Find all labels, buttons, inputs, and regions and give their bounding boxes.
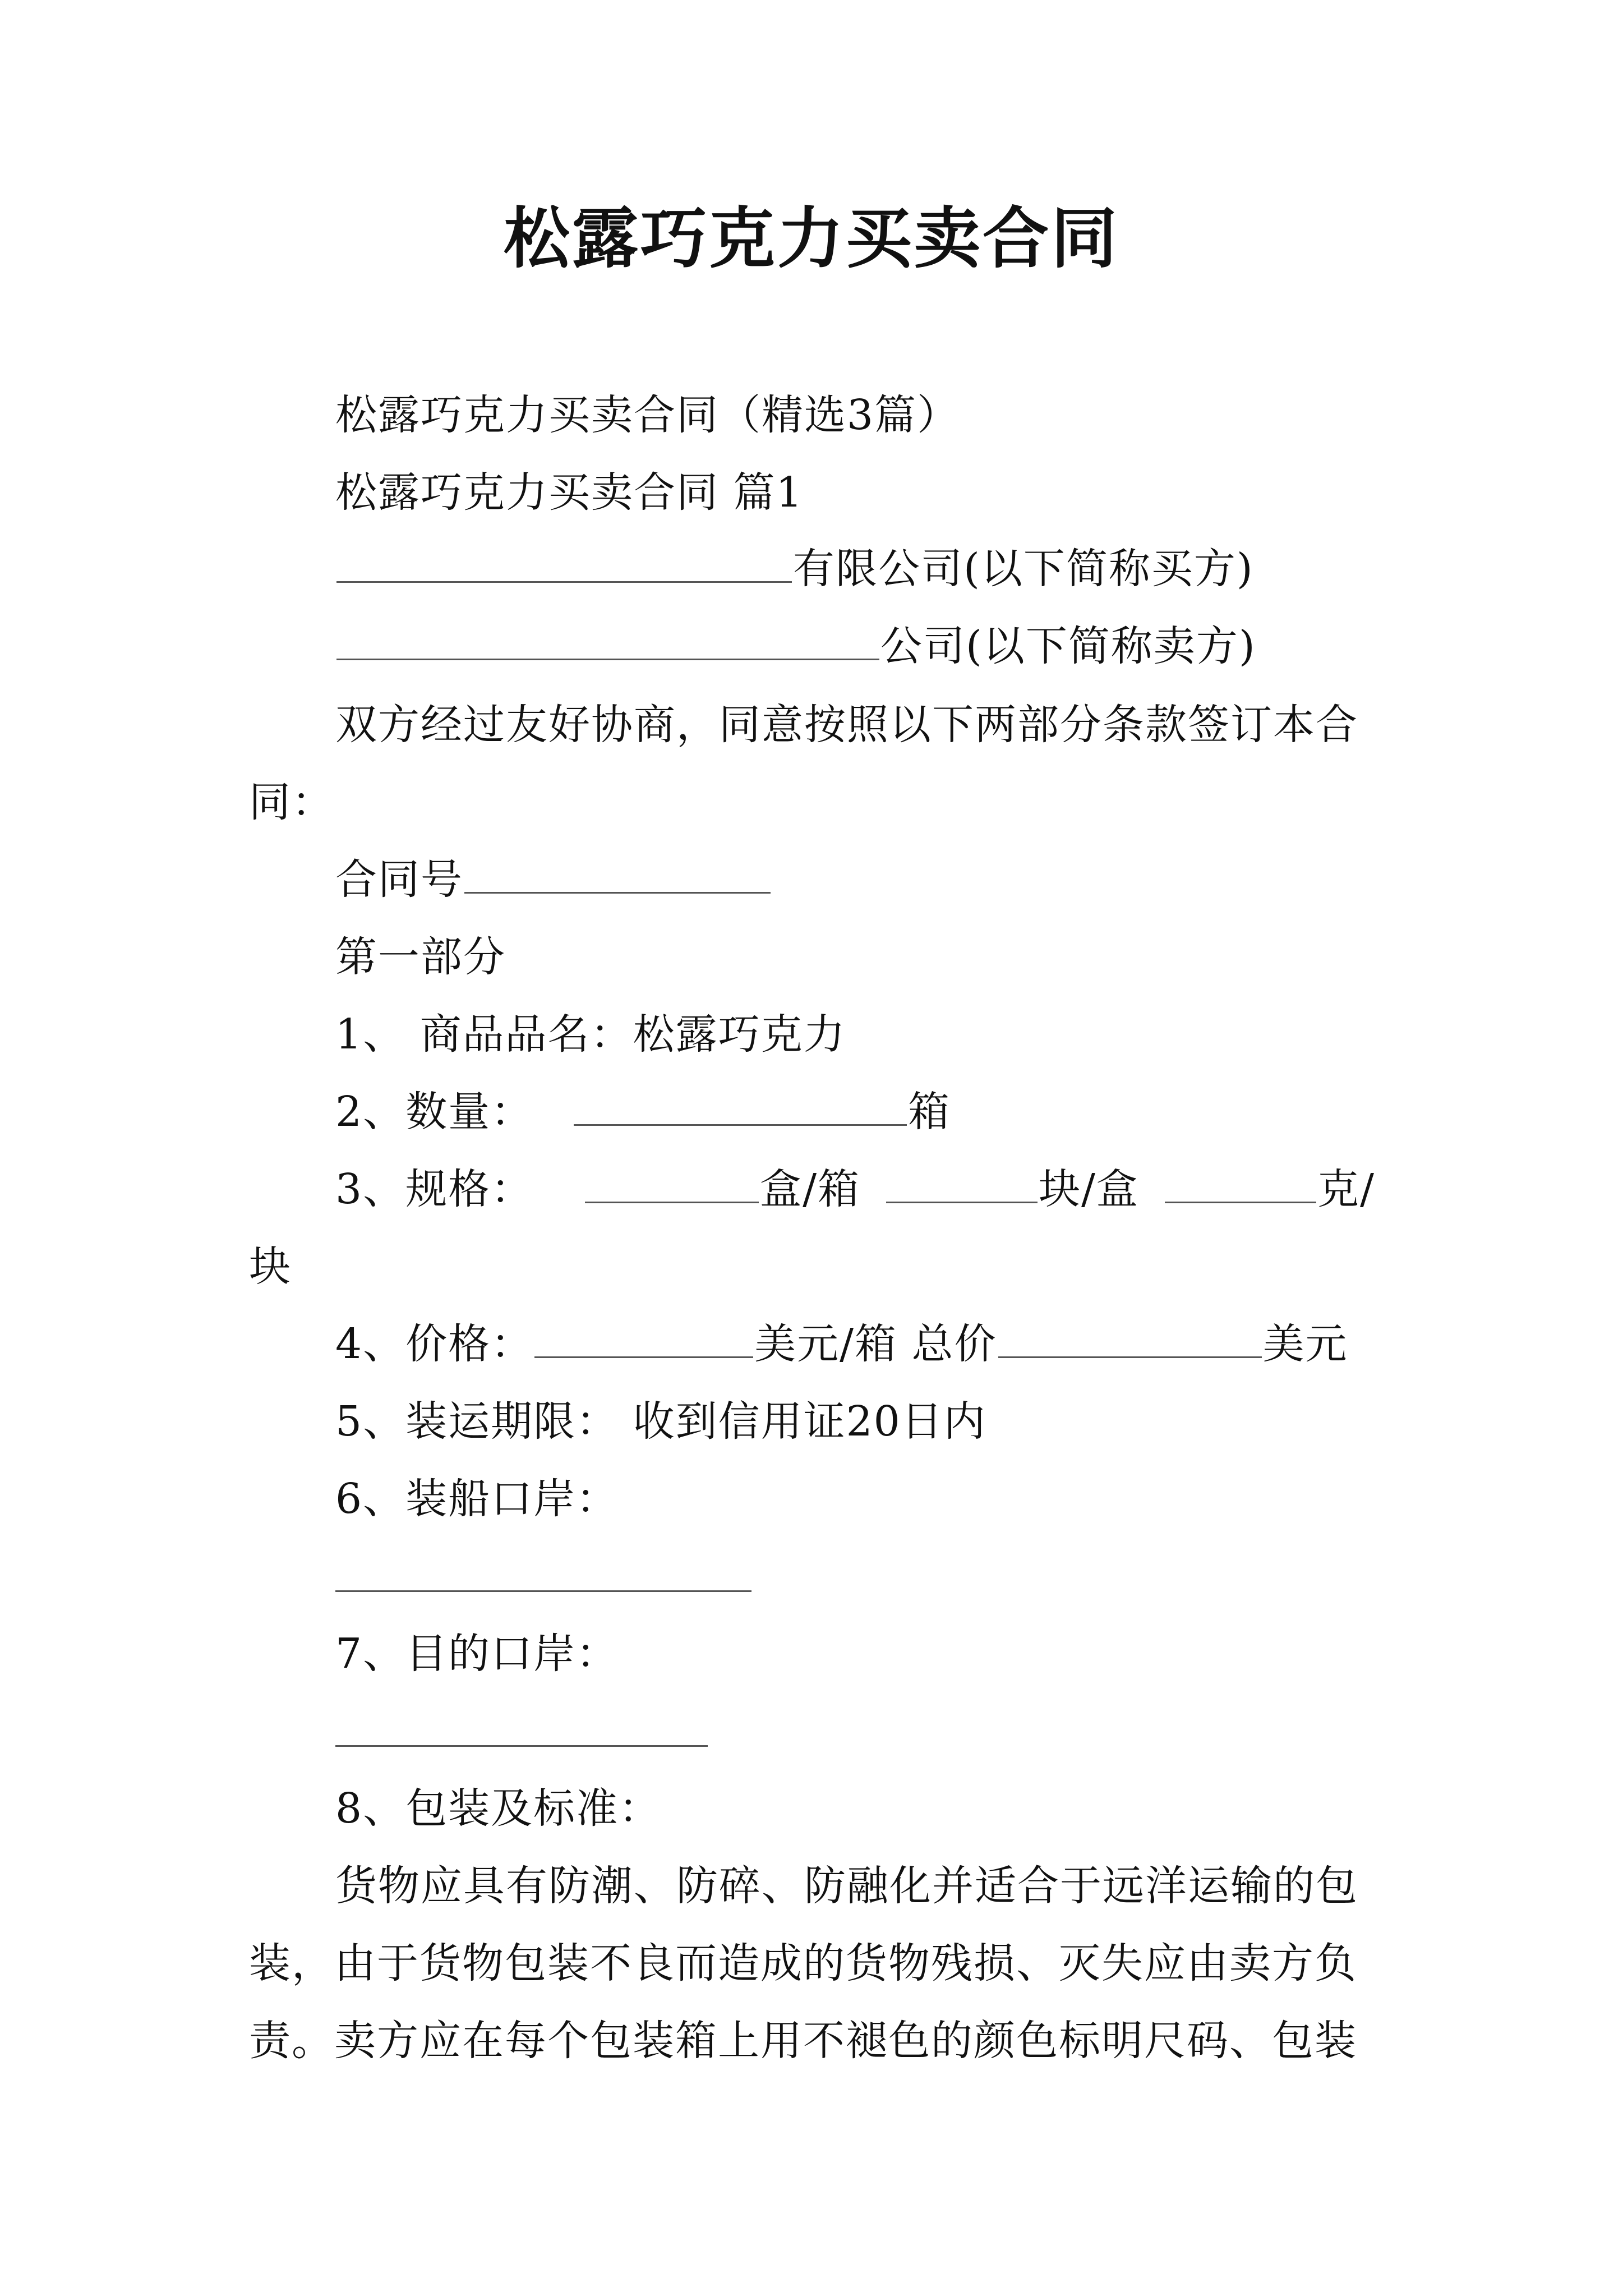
intro-line-1: 双方经过友好协商，同意按照以下两部分条款签订本合	[335, 701, 1358, 749]
item-4	[335, 1316, 1348, 1372]
seller-name-blank	[336, 623, 879, 660]
total-price-blank	[998, 1320, 1262, 1358]
item-2-unit: 箱	[908, 1088, 951, 1136]
document-title: 松露巧克力买卖合同	[503, 199, 1119, 277]
item-3-unit-b: 块/盒	[1039, 1165, 1139, 1213]
item-2	[335, 1084, 951, 1140]
subtitle: 松露巧克力买卖合同（精选3篇）	[335, 391, 960, 439]
item-3-unit-c: 克/	[1317, 1165, 1375, 1213]
contract-no-blank	[464, 856, 771, 894]
contract-no-label: 合同号	[335, 855, 463, 904]
loading-port-blank	[335, 1590, 751, 1592]
packing-para-line-3: 责。卖方应在每个包装箱上用不褪色的颜色标明尺码、包装	[249, 2017, 1357, 2065]
item-4-unit-a: 美元/箱 总价	[754, 1320, 997, 1368]
quantity-blank	[574, 1088, 907, 1126]
buyer-line	[335, 541, 1254, 597]
seller-line-text: 公司(以下简称卖方)	[880, 622, 1256, 670]
intro-line-2: 同：	[249, 778, 334, 826]
contract-no-line	[335, 852, 772, 908]
unit-price-blank	[534, 1320, 753, 1358]
destination-port-blank	[335, 1745, 708, 1747]
spec-blank-b	[886, 1166, 1038, 1203]
spec-blank-a	[585, 1166, 759, 1203]
item-4-label: 4、价格：	[335, 1320, 534, 1368]
item-2-label: 2、数量：	[335, 1088, 534, 1136]
item-5: 5、装运期限： 收到信用证20日内	[335, 1397, 986, 1446]
packing-para-line-1: 货物应具有防潮、防碎、防融化并适合于远洋运输的包	[335, 1862, 1358, 1910]
seller-line	[335, 618, 1256, 674]
buyer-line-text: 有限公司(以下简称买方)	[793, 545, 1254, 593]
spec-blank-c	[1165, 1166, 1316, 1203]
buyer-name-blank	[336, 545, 792, 583]
item-8: 8、包装及标准：	[335, 1784, 662, 1833]
packing-para-line-2: 装，由于货物包装不良而造成的货物残损、灭失应由卖方负	[249, 1939, 1357, 1987]
item-7: 7、目的口岸：	[335, 1630, 619, 1678]
item-3-unit-a: 盒/箱	[760, 1165, 861, 1213]
item-6: 6、装船口岸：	[335, 1475, 619, 1523]
item-3	[335, 1161, 1375, 1217]
part-one-heading: 第一部分	[335, 933, 506, 981]
item-4-unit-b: 美元	[1262, 1320, 1348, 1368]
section-heading: 松露巧克力买卖合同 篇1	[335, 468, 804, 517]
item-3-label: 3、规格：	[335, 1165, 534, 1213]
item-1: 1、 商品品名：松露巧克力	[335, 1010, 846, 1059]
item-3-continuation: 块	[249, 1243, 292, 1291]
